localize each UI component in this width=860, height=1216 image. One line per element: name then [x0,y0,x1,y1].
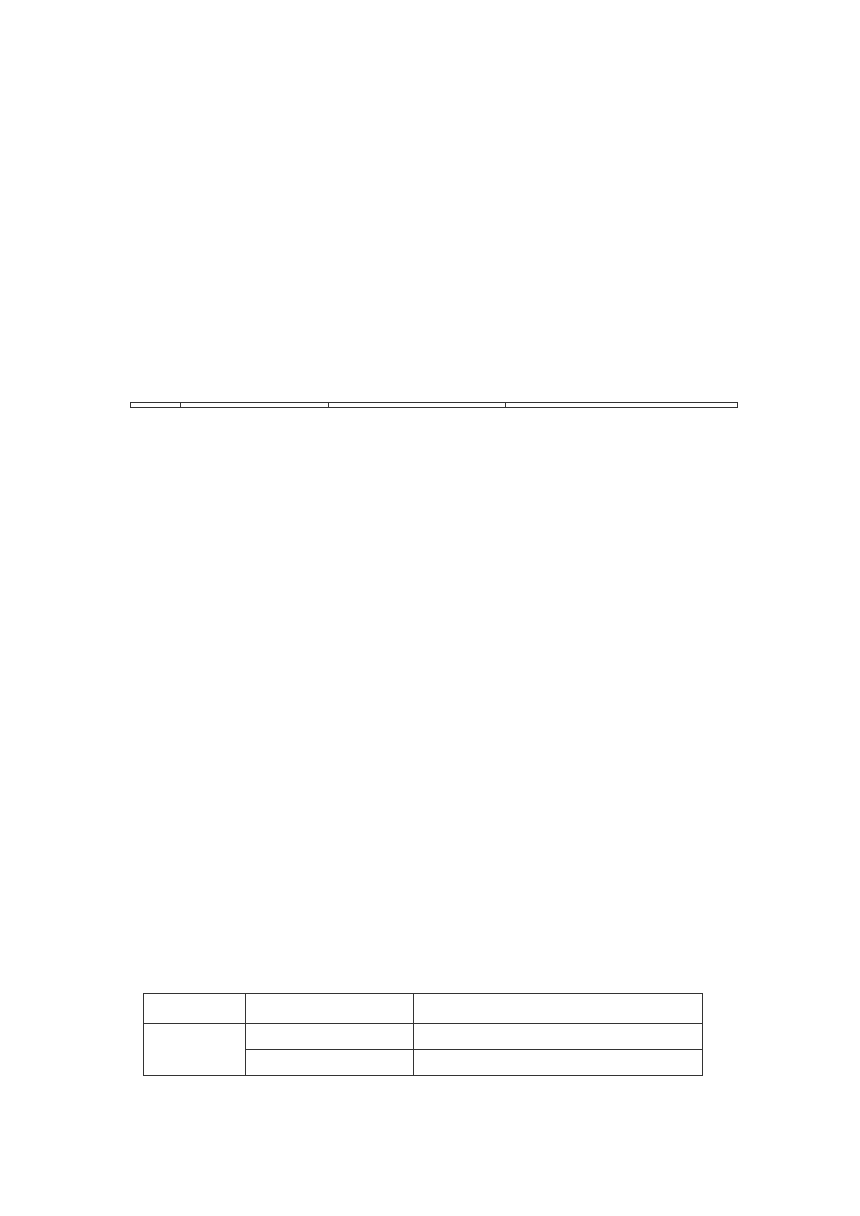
phenomenon-cell [246,1050,414,1076]
organic-table [143,993,703,1076]
functional-group-cell [414,1024,703,1050]
header-phenomenon [329,403,506,408]
header-functional-group [414,994,703,1024]
reagent-bromine-water [144,1024,246,1076]
header-phenomenon [246,994,414,1024]
header-common-reagent [144,994,246,1024]
anion-header-row [131,403,738,408]
organic-header-row [144,994,703,1024]
phenomenon-cell [246,1024,414,1050]
header-reagent [181,403,329,408]
header-equation [506,403,738,408]
organic-row [144,1024,703,1050]
anion-table [130,402,738,408]
header-ion [131,403,181,408]
functional-group-cell [414,1050,703,1076]
